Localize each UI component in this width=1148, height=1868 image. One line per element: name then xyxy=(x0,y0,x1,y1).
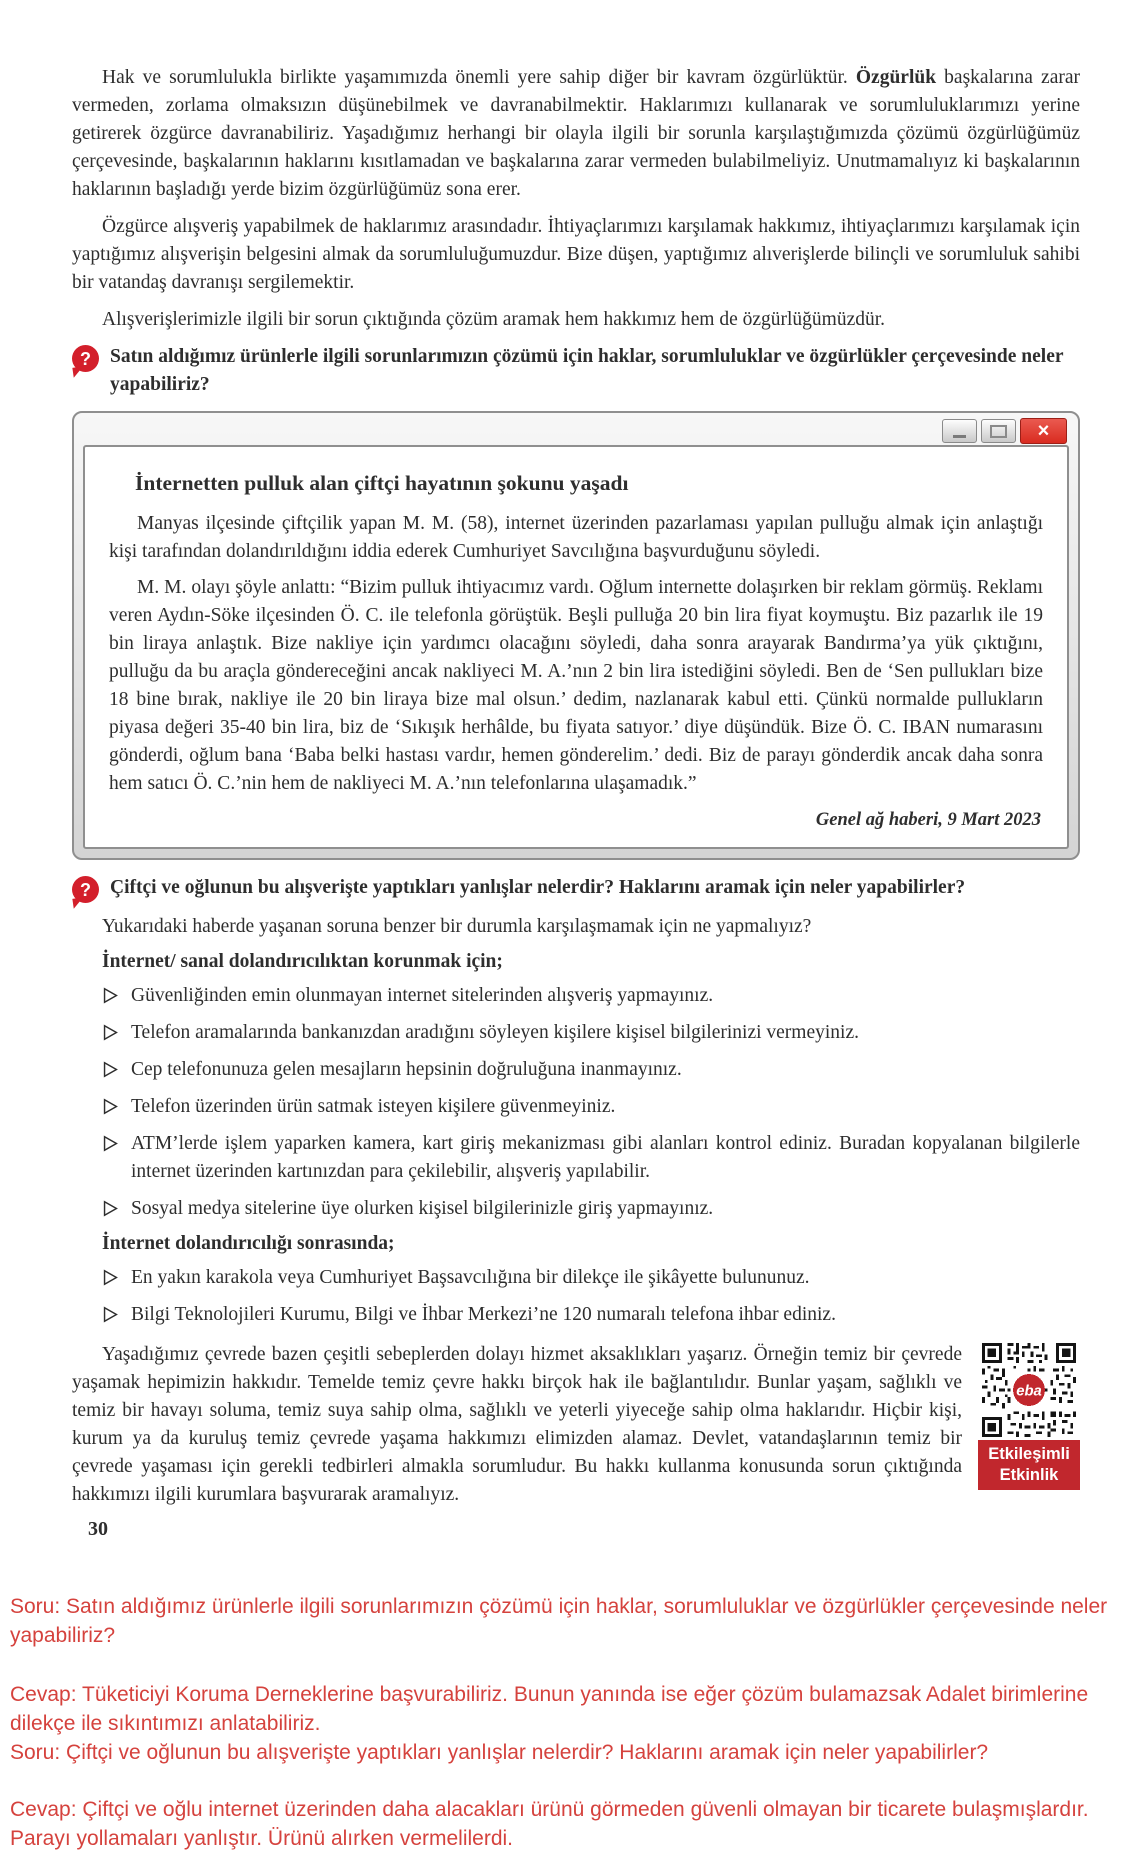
bullet-text: Sosyal medya sitelerine üye olurken kişisel bilgilerinizle giriş yapmayınız. xyxy=(131,1198,714,1219)
news-window xyxy=(72,411,1080,860)
bullet-text: Telefon aramalarında bankanızdan aradığını söyleyen kişilere kişisel bilgilerinizi vermeyiniz. xyxy=(131,1022,859,1043)
minimize-button[interactable] xyxy=(942,419,977,443)
intro-paragraph-1-start: Hak ve sorumlulukla birlikte yaşamımızda önemli yere sahip diğer bir kavram özgürlüktür. xyxy=(102,67,856,88)
maximize-icon xyxy=(990,425,1007,438)
protect-heading: İnternet/ sanal dolandırıcılıktan korunmak için; xyxy=(102,951,503,972)
answer-question-2: Soru: Çiftçi ve oğlunun bu alışverişte yaptıkları yanlışlar nelerdir? Haklarını aramak için neler yapabilirler? xyxy=(10,1741,989,1764)
bullet-text: ATM’lerde işlem yaparken kamera, kart giriş mekanizması gibi alanları kontrol ediniz. Buradan kopyalanan bilgilerle internet üzerinden kartınızdan para çekilebilir, alışveriş yapılabilir. xyxy=(131,1133,1080,1182)
question-1 xyxy=(72,343,1080,399)
bullet-item xyxy=(102,1301,1080,1329)
after-fraud-heading: İnternet dolandırıcılığı sonrasında; xyxy=(102,1233,395,1254)
news-attribution: Genel ağ haberi, 9 Mart 2023 xyxy=(815,810,1041,830)
qr-label-line-1: Etkileşimli xyxy=(988,1445,1070,1463)
arrow-bullet-icon xyxy=(102,1098,119,1115)
qr-code xyxy=(982,1343,1076,1437)
bullet-item xyxy=(102,1130,1080,1186)
bullet-item xyxy=(102,982,1080,1010)
page-number: 30 xyxy=(88,1518,108,1540)
intro-paragraph-1-rest: başkalarına zarar vermeden, zorlama olmaksızın düşünebilmek ve davranabilmektir. Haklarımızı kullanarak ve sorumluluklarımızı yerine getirerek özgürce davranabiliriz. Yaşadığımız herhangi bir olayla ilgili bir sorunla karşılaştığımızda çözümü özgürlüğümüz çerçevesinde, başkalarının haklarını kısıtlamadan ve başkalarına zarar vermeden bulabilmeliyiz. Unutmamalıyız ki başkalarının haklarının başladığı yerde bizim özgürlüğümüz sona erer. xyxy=(72,67,1080,200)
bullet-text: Bilgi Teknolojileri Kurumu, Bilgi ve İhbar Merkezi’ne 120 numaralı telefona ihbar ediniz. xyxy=(131,1304,836,1325)
intro-paragraph-2: Özgürce alışveriş yapabilmek de haklarımız arasındadır. İhtiyaçlarımızı karşılamak hakkımız, ihtiyaçlarımızı karşılamak için yaptığımız alışverişin belgesini almak da sorumluluğumuzdur. Bize düşen, yaptığımız alıverişlerde bilinçli ve sorumluluk sahibi bir vatandaş davranışı sergilemektir. xyxy=(72,216,1080,293)
intro-paragraph-1 xyxy=(72,64,1080,204)
question-mark-icon: ? xyxy=(72,345,99,372)
close-button[interactable] xyxy=(1020,418,1067,444)
bullet-text: Cep telefonunuza gelen mesajların hepsinin doğruluğuna inanmayınız. xyxy=(131,1059,682,1080)
news-paragraph-1: Manyas ilçesinde çiftçilik yapan M. M. (58), internet üzerinden pazarlaması yapılan pulluğu almak için anlaştığı kişi tarafından dolandırıldığını iddia ederek Cumhuriyet Savcılığına başvurduğunu söyledi. xyxy=(109,513,1043,562)
bullet-item xyxy=(102,1195,1080,1223)
handwritten-answers xyxy=(10,1592,1110,1853)
arrow-bullet-icon xyxy=(102,1061,119,1078)
arrow-bullet-icon xyxy=(102,987,119,1004)
question-2 xyxy=(72,874,1080,903)
news-title: İnternetten pulluk alan çiftçi hayatının şokunu yaşadı xyxy=(135,471,629,495)
minimize-icon xyxy=(953,435,966,438)
intro-paragraph-3: Alışverişlerimizle ilgili bir sorun çıktığında çözüm aramak hem hakkımız hem de özgürlüğümüzdür. xyxy=(102,309,886,330)
answer-question-1: Soru: Satın aldığımız ürünlerle ilgili sorunlarımızın çözümü için haklar, sorumluluklar ve özgürlükler çerçevesinde neler yapabiliriz? xyxy=(10,1595,1108,1647)
answer-1: Cevap: Tüketiciyi Koruma Derneklerine başvurabiliriz. Bunun yanında ise eğer çözüm bulamazsak Adalet birimlerine dilekçe ile sıkıntımızı anlatabiliriz. xyxy=(10,1683,1089,1735)
window-titlebar xyxy=(83,413,1069,445)
question-2-text: Çiftçi ve oğlunun bu alışverişte yaptıkları yanlışlar nelerdir? Haklarını aramak için neler yapabilirler? xyxy=(110,877,966,898)
closing-section xyxy=(72,1341,1080,1541)
bullet-item xyxy=(102,1264,1080,1292)
maximize-button[interactable] xyxy=(981,419,1016,443)
bold-keyword-ozgurluk: Özgürlük xyxy=(855,67,937,88)
arrow-bullet-icon xyxy=(102,1024,119,1041)
bullet-item xyxy=(102,1056,1080,1084)
qr-label-line-2: Etkinlik xyxy=(999,1466,1059,1484)
arrow-bullet-icon xyxy=(102,1135,119,1152)
bullet-text: Telefon üzerinden ürün satmak isteyen kişilere güvenmeyiniz. xyxy=(131,1096,616,1117)
question-1-text: Satın aldığımız ürünlerle ilgili sorunlarımızın çözümü için haklar, sorumluluklar ve özgürlükler çerçevesinde neler yapabiliriz? xyxy=(110,346,1064,395)
bullet-item xyxy=(102,1019,1080,1047)
arrow-bullet-icon xyxy=(102,1269,119,1286)
eba-logo-text: eba xyxy=(1016,1383,1042,1400)
bullet-text: En yakın karakola veya Cumhuriyet Başsavcılığına bir dilekçe ile şikâyette bulununuz. xyxy=(131,1267,810,1288)
question-mark-icon: ? xyxy=(72,876,99,903)
arrow-bullet-icon xyxy=(102,1200,119,1217)
bullet-text: Güvenliğinden emin olunmayan internet sitelerinden alışveriş yapmayınız. xyxy=(131,985,714,1006)
news-paragraph-2: M. M. olayı şöyle anlattı: “Bizim pulluk ihtiyacımız vardı. Oğlum internette dolaşırken bir reklam görmüş. Reklamı veren Aydın-Söke ilçesinden Ö. C. ile telefonla görüştük. Beşli pulluğa 20 bin lira fiyat koymuştu. Biz pazarlık ile 19 bin liraya anlaştık. Bize nakliye için yardımcı olacağını söyledi, daha sonra arayarak Bandırma’ya yük çıktığını, pulluğu da bu araçla göndereceğini ancak nakliyeci M. A.’nın 2 bin lira istediğini söyledi. Ben de ‘Sen pullukları bize 18 bine bırak, nakliye ile 20 bin liraya bize mal olsun.’ dedim, nazlanarak kabul etti. Çünkü normalde pullukların piyasa değeri 35-40 bin lira, biz de ‘Sıkışık herhâlde, bu fiyata satıyor.’ diye düşündük. Bize Ö. C. IBAN numarasını gönderdi, oğlum bana ‘Baba belki hastası vardır, hemen gönderelim.’ dedi. Biz de parayı gönderdik ancak daha sonra hem satıcı Ö. C.’nin hem de nakliyeci M. A.’nın telefonlarına ulaşamadık.” xyxy=(109,577,1043,794)
answer-2: Cevap: Çiftçi ve oğlu internet üzerinden daha alacakları ürünü görmeden güvenli olmayan bir ticarete bulaşmışlardır. Parayı yollamaları yanlıştır. Ürünü alırken vermelilerdi. xyxy=(10,1798,1089,1850)
closing-paragraph: Yaşadığımız çevrede bazen çeşitli sebeplerden dolayı hizmet aksaklıkları yaşarız. Örneğin temiz bir çevrede yaşamak hepimizin hakkıdır. Temelde temiz çevre hakkı birçok hak ile bağlantılıdır. Bunlar yaşam, sağlıklı ve temiz bir havayı soluma, temiz suya sahip olma, sağlıklı ve yeterli yiyeceğe sahip olma haklarıdır. Hiçbir kişi, kurum ya da kuruluş temiz çevrede yaşama hakkımızı elimizden alamaz. Devlet, vatandaşlarının temiz bir çevrede yaşaması için gerekli tedbirleri almakla sorumludur. Bu hakkı kullanma konusunda sorun çıktığında hakkımızı ilgili kurumlara başvurarak aramalıyız. xyxy=(72,1344,962,1505)
window-content xyxy=(83,445,1069,849)
bullet-item xyxy=(102,1093,1080,1121)
qr-label xyxy=(978,1440,1080,1490)
interactive-activity-block xyxy=(978,1343,1080,1490)
close-icon: × xyxy=(1037,420,1050,442)
advice-intro: Yukarıdaki haberde yaşanan soruna benzer bir durumla karşılaşmamak için ne yapmalıyız? xyxy=(102,916,812,937)
book-page xyxy=(72,64,1080,1541)
arrow-bullet-icon xyxy=(102,1306,119,1323)
